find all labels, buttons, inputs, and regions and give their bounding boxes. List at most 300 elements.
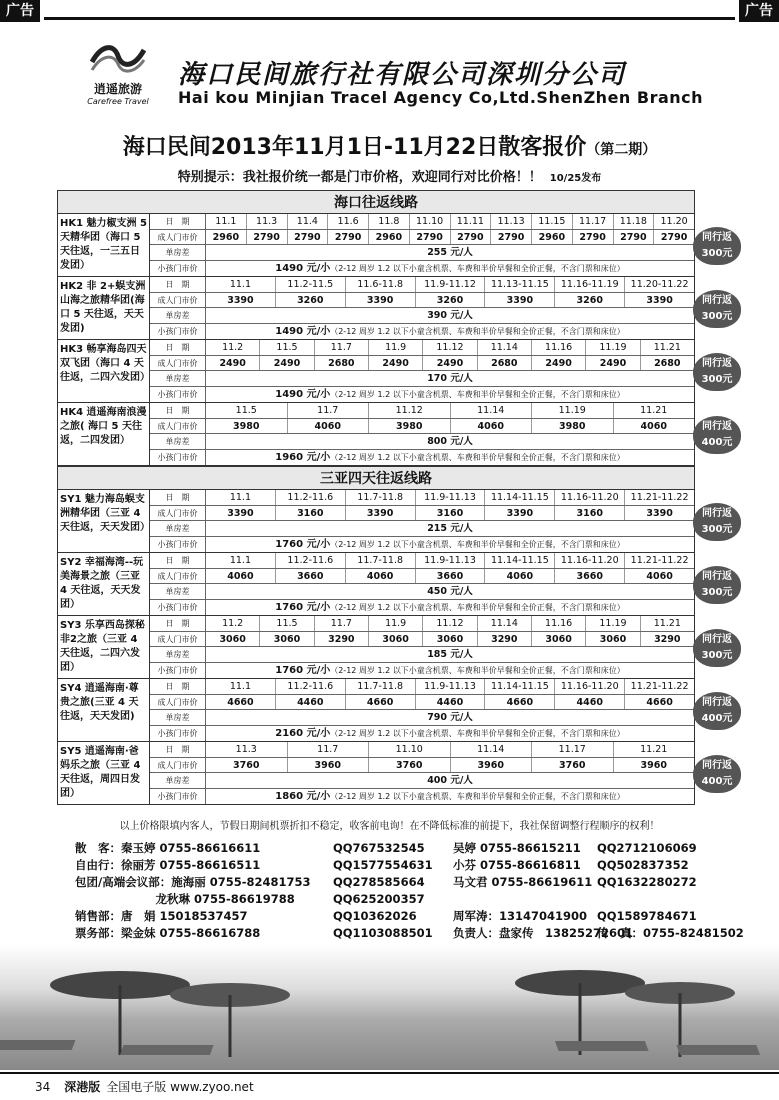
adult-price-row (150, 758, 694, 774)
single-room-row (150, 245, 694, 261)
contact-field: 吴婷 0755-86615211 (453, 841, 581, 855)
date-cell: 11.2 (206, 616, 260, 631)
child-price-row (150, 324, 694, 340)
price-cell: 4060 (288, 419, 370, 434)
route-name: HK3 畅享海岛四天双飞团（海口 4 天往返，二四六发团） (58, 340, 150, 402)
route-name: SY5 逍遥海南·爸妈乐之旅（三亚 4 天往返，周四日发团） (58, 742, 150, 804)
price-cell: 3390 (485, 293, 555, 308)
route-block (57, 340, 695, 403)
price-cell: 3290 (654, 633, 681, 645)
contact-row (75, 908, 735, 925)
date-cells (206, 490, 694, 505)
date-row (150, 403, 694, 419)
single-room-value: 790 元/人 (427, 712, 473, 723)
contact-field: 自由行：徐丽芳 0755-86616511 (75, 858, 261, 872)
page-title (0, 130, 779, 161)
date-cell: 11.9 (369, 340, 423, 355)
child-note: （2-12 周岁 1.2 以下小童含机票、车费和半价早餐和全价正餐，不含门票和床位） (330, 389, 625, 399)
price-cell: 3060 (423, 632, 477, 647)
price-cell: 3390 (346, 293, 416, 308)
page-footer (0, 1072, 779, 1100)
child-price-row (150, 387, 694, 403)
section-title: 海口往返线路 (57, 190, 695, 214)
date-cell: 11.16-11.20 (555, 553, 625, 568)
price-cell: 3760 (532, 758, 614, 773)
date-cell: 11.17 (573, 214, 614, 229)
price-cell: 3760 (369, 758, 451, 773)
date-cells (206, 616, 694, 631)
price-cell: 2790 (451, 230, 492, 245)
date-cell: 11.19 (532, 403, 614, 418)
date-cells (206, 277, 694, 292)
row-label: 单房差 (150, 584, 206, 599)
price-cell: 3390 (485, 506, 555, 521)
date-cell: 11.1 (206, 679, 276, 694)
price-cell: 2490 (260, 356, 314, 371)
date-cell: 11.16-11.20 (555, 490, 625, 505)
row-label: 单房差 (150, 521, 206, 536)
route-block (57, 553, 695, 616)
date-cell: 11.6-11.8 (346, 277, 416, 292)
contact-row (75, 925, 744, 942)
date-cell: 11.9 (369, 616, 423, 631)
contact-row (75, 891, 735, 908)
date-row (150, 340, 694, 356)
price-cell: 2790 (247, 230, 288, 245)
child-price-row (150, 450, 694, 466)
row-label: 小孩门市价 (150, 663, 206, 679)
date-cell: 11.2-11.6 (276, 679, 346, 694)
price-cells (206, 293, 694, 308)
route-grid (150, 214, 694, 276)
date-cells (206, 340, 694, 355)
child-price-value: 2160 元/小 (275, 727, 331, 739)
date-cells (206, 214, 694, 229)
price-cell: 3060 (586, 632, 640, 647)
rebate-badge (693, 692, 741, 730)
contact-field: QQ10362026 (333, 909, 417, 923)
row-label: 成人门市价 (150, 758, 206, 773)
date-cell: 11.12 (423, 616, 477, 631)
route-grid (150, 742, 694, 804)
price-cell: 3660 (555, 569, 625, 584)
route-block (57, 679, 695, 742)
contact-field: 包团/高端会议部：施海丽 0755-82481753 (75, 875, 311, 889)
price-cell: 3160 (416, 506, 486, 521)
rebate-badge (693, 755, 741, 793)
contact-field: 散 客：秦玉婷 0755-86616611 (75, 841, 261, 855)
date-cells (206, 553, 694, 568)
date-cell: 11.16 (532, 340, 586, 355)
date-cell: 11.14 (451, 403, 533, 418)
rebate-amount: 300元 (701, 247, 733, 259)
single-room-value: 390 元/人 (427, 310, 473, 321)
single-room-value: 215 元/人 (427, 523, 473, 534)
date-cell: 11.7 (288, 403, 370, 418)
contact-field: 龙秋琳 0755-86619788 (75, 892, 295, 906)
date-cell: 11.1 (206, 214, 247, 229)
price-cell: 3060 (260, 632, 314, 647)
price-cell: 2790 (491, 230, 532, 245)
row-label: 单房差 (150, 710, 206, 725)
date-cells (206, 679, 694, 694)
rebate-amount: 400元 (701, 712, 733, 724)
route-grid (150, 277, 694, 339)
price-cells (206, 356, 694, 371)
route-grid (150, 553, 694, 615)
date-cell: 11.8 (369, 214, 410, 229)
row-label: 单房差 (150, 773, 206, 788)
date-cell: 11.21 (653, 342, 681, 353)
contact-field: 票务部：梁金妹 0755-86616788 (75, 926, 261, 940)
child-price (206, 324, 694, 340)
single-room-value: 400 元/人 (427, 775, 473, 786)
child-price (206, 726, 694, 742)
logo-en: Carefree Travel (87, 97, 149, 106)
child-price-row (150, 600, 694, 616)
date-cell: 11.2 (206, 340, 260, 355)
row-label: 小孩门市价 (150, 600, 206, 616)
adult-price-row (150, 632, 694, 648)
date-cell: 11.7 (315, 616, 369, 631)
company-name-cn: 海口民间旅行社有限公司深圳分公司 (178, 60, 627, 90)
contact-field: QQ1589784671 (597, 909, 697, 923)
date-cell: 11.9-11.12 (416, 277, 486, 292)
price-cell: 2490 (532, 356, 586, 371)
row-label: 小孩门市价 (150, 789, 206, 805)
child-price-row (150, 663, 694, 679)
contact-field: 负责人：盘家传 13825272601 (453, 926, 634, 940)
row-label: 单房差 (150, 434, 206, 449)
date-cell: 11.2-11.6 (276, 553, 346, 568)
price-cells (206, 506, 694, 521)
date-cell: 11.16-11.19 (555, 277, 625, 292)
date-cell: 11.14 (451, 742, 533, 757)
price-cell: 3390 (206, 506, 276, 521)
date-cell: 11.5 (260, 340, 314, 355)
single-room-row (150, 647, 694, 663)
route-grid (150, 616, 694, 678)
child-note: （2-12 周岁 1.2 以下小童含机票、车费和半价早餐和全价正餐，不含门票和床位） (330, 539, 625, 549)
price-cell: 3060 (206, 632, 260, 647)
price-cell: 4660 (485, 695, 555, 710)
row-label: 小孩门市价 (150, 537, 206, 553)
price-cell: 3660 (416, 569, 486, 584)
site-label: 全国电子版 www.zyoo.net (106, 1080, 254, 1094)
row-label: 日 期 (150, 277, 206, 292)
price-cell: 2680 (478, 356, 532, 371)
date-cell: 11.12 (423, 340, 477, 355)
rebate-amount: 300元 (701, 373, 733, 385)
section-title: 三亚四天往返线路 (57, 466, 695, 490)
route-name: HK2 非 2+蜈支洲山海之旅精华团(海口 5 天往返，天天发团) (58, 277, 150, 339)
date-cell: 11.1 (206, 553, 276, 568)
child-price-value: 1760 元/小 (275, 601, 331, 613)
rebate-label: 同行返 (702, 294, 732, 306)
date-cell: 11.2-11.6 (276, 490, 346, 505)
rebate-badge (693, 353, 741, 391)
date-cell: 11.16 (532, 616, 586, 631)
price-cell: 3390 (346, 506, 416, 521)
price-cells (206, 569, 694, 584)
price-cells (206, 419, 694, 434)
price-cell: 3290 (478, 632, 532, 647)
price-cells (206, 230, 694, 245)
price-cell: 2490 (423, 356, 477, 371)
price-cell: 2960 (369, 230, 410, 245)
contact-field: QQ1103088501 (333, 926, 433, 940)
rebate-badge (693, 290, 741, 328)
price-cell: 4060 (451, 419, 533, 434)
rebate-badge (693, 227, 741, 265)
date-cell: 11.20 (660, 216, 688, 227)
price-cell: 2490 (206, 356, 260, 371)
date-cell: 11.9-11.13 (416, 490, 486, 505)
child-note: （2-12 周岁 1.2 以下小童含机票、车费和半价早餐和全价正餐，不含门票和床位） (330, 452, 625, 462)
route-block (57, 277, 695, 340)
child-price (206, 261, 694, 277)
price-cell: 2490 (369, 356, 423, 371)
date-cell: 11.3 (247, 214, 288, 229)
child-price-value: 1760 元/小 (275, 664, 331, 676)
date-cell: 11.5 (260, 616, 314, 631)
price-cell: 2790 (614, 230, 655, 245)
route-block (57, 616, 695, 679)
route-block (57, 742, 695, 805)
special-notice (0, 166, 779, 185)
date-cell: 11.21-11.22 (630, 555, 689, 566)
date-row (150, 490, 694, 506)
price-cell: 4460 (416, 695, 486, 710)
date-cell: 11.17 (532, 742, 614, 757)
rebate-label: 同行返 (702, 759, 732, 771)
price-cell: 2790 (660, 231, 688, 243)
title-sub: （第二期） (586, 142, 657, 158)
date-row (150, 553, 694, 569)
route-name: SY1 魅力海岛蜈支洲精华团（三亚 4 天往返，天天发团） (58, 490, 150, 552)
price-cell: 2960 (206, 230, 247, 245)
adult-price-row (150, 569, 694, 585)
date-row (150, 214, 694, 230)
row-label: 日 期 (150, 214, 206, 229)
date-row (150, 616, 694, 632)
price-cell: 3760 (206, 758, 288, 773)
row-label: 成人门市价 (150, 356, 206, 371)
child-price-value: 1490 元/小 (275, 262, 331, 274)
date-cells (206, 742, 694, 757)
row-label: 单房差 (150, 371, 206, 386)
child-price-row (150, 261, 694, 277)
row-label: 日 期 (150, 403, 206, 418)
price-cell: 2790 (328, 230, 369, 245)
price-cells (206, 695, 694, 710)
price-cell: 4660 (346, 695, 416, 710)
date-cell: 11.14-11.15 (485, 553, 555, 568)
price-cell: 3660 (276, 569, 346, 584)
rebate-label: 同行返 (702, 633, 732, 645)
date-cell: 11.13 (491, 214, 532, 229)
child-note: （2-12 周岁 1.2 以下小童含机票、车费和半价早餐和全价正餐，不含门票和床位） (330, 665, 625, 675)
price-cell: 4060 (646, 570, 673, 582)
edition-label: 深港版 (64, 1080, 101, 1094)
child-price (206, 789, 694, 805)
route-name: HK1 魅力椒支洲 5 天精华团（海口 5 天往返，一三五日发团） (58, 214, 150, 276)
row-label: 成人门市价 (150, 632, 206, 647)
row-label: 成人门市价 (150, 695, 206, 710)
row-label: 日 期 (150, 340, 206, 355)
child-price-value: 1490 元/小 (275, 388, 331, 400)
date-cell: 11.18 (614, 214, 655, 229)
date-cell: 11.9-11.13 (416, 553, 486, 568)
date-cell: 11.21 (653, 618, 681, 629)
contact-field: 小芬 0755-86616811 (453, 858, 581, 872)
row-label: 日 期 (150, 553, 206, 568)
wave-logo-icon (88, 38, 148, 76)
date-cell: 11.21 (640, 744, 668, 755)
single-room-row (150, 521, 694, 537)
rebate-label: 同行返 (702, 507, 732, 519)
date-cell: 11.19 (586, 616, 640, 631)
adult-price-row (150, 506, 694, 522)
price-cell: 4060 (206, 569, 276, 584)
adult-price-row (150, 695, 694, 711)
date-cell: 11.15 (532, 214, 573, 229)
company-name-en: Hai kou Minjian Tracel Agency Co,Ltd.ShenZhen Branch (178, 88, 704, 107)
date-cell: 11.5 (206, 403, 288, 418)
contact-field: QQ502837352 (597, 858, 689, 872)
date-cell: 11.1 (206, 277, 276, 292)
rebate-badge (693, 416, 741, 454)
price-table (57, 190, 695, 805)
date-cell: 11.12 (369, 403, 451, 418)
price-cells (206, 758, 694, 773)
route-name: SY4 逍遥海南·尊贵之旅(三亚 4 天往返，天天发团) (58, 679, 150, 741)
row-label: 小孩门市价 (150, 726, 206, 742)
row-label: 成人门市价 (150, 419, 206, 434)
price-cell: 4060 (346, 569, 416, 584)
contact-row (75, 874, 735, 891)
price-cell: 3260 (555, 293, 625, 308)
date-cell: 11.7-11.8 (346, 490, 416, 505)
price-cell: 3260 (416, 293, 486, 308)
price-cell: 4660 (646, 696, 673, 708)
price-cell: 3980 (532, 419, 614, 434)
rebate-label: 同行返 (702, 420, 732, 432)
single-room-row (150, 371, 694, 387)
adult-price-row (150, 356, 694, 372)
date-row (150, 277, 694, 293)
date-cell: 11.14-11.15 (485, 490, 555, 505)
contact-field: QQ2712106069 (597, 841, 697, 855)
price-cell: 2960 (532, 230, 573, 245)
date-cell: 11.14-11.15 (485, 679, 555, 694)
route-grid (150, 403, 694, 465)
date-cell: 11.2-11.5 (276, 277, 346, 292)
date-cell: 11.7 (288, 742, 370, 757)
contact-field: QQ1577554631 (333, 858, 433, 872)
date-cells (206, 403, 694, 418)
price-cell: 3960 (451, 758, 533, 773)
rebate-label: 同行返 (702, 231, 732, 243)
route-block (57, 490, 695, 553)
row-label: 单房差 (150, 245, 206, 260)
single-room-value: 185 元/人 (427, 649, 473, 660)
price-cell: 3160 (555, 506, 625, 521)
contact-field: 销售部：唐 娟 15018537457 (75, 909, 248, 923)
price-cell: 2680 (315, 356, 369, 371)
price-cell: 4060 (485, 569, 555, 584)
price-cell: 3960 (640, 759, 667, 771)
row-label: 日 期 (150, 616, 206, 631)
row-label: 小孩门市价 (150, 324, 206, 340)
ad-label-left: 广告 (0, 0, 40, 22)
child-price-value: 1960 元/小 (275, 451, 331, 463)
child-price-value: 1490 元/小 (275, 325, 331, 337)
price-cell: 3960 (288, 758, 370, 773)
rebate-amount: 300元 (701, 586, 733, 598)
single-room-value: 255 元/人 (427, 247, 473, 258)
contact-row (75, 840, 735, 857)
price-cell: 2790 (410, 230, 451, 245)
rebate-badge (693, 503, 741, 541)
single-room-row (150, 434, 694, 450)
price-cell: 4460 (276, 695, 346, 710)
rebate-amount: 300元 (701, 649, 733, 661)
beach-umbrella-icon (0, 945, 779, 1070)
date-cell: 11.9-11.13 (416, 679, 486, 694)
contact-row (75, 857, 735, 874)
row-label: 日 期 (150, 679, 206, 694)
route-grid (150, 340, 694, 402)
beach-scene-image (0, 945, 779, 1070)
price-cell: 3260 (276, 293, 346, 308)
title-main: 海口民间2013年11月1日-11月22日散客报价 (122, 135, 587, 160)
price-cell: 4060 (640, 420, 667, 432)
page-number: 34 (35, 1080, 51, 1094)
child-price (206, 387, 694, 403)
price-cell: 2790 (288, 230, 329, 245)
price-cell: 3060 (532, 632, 586, 647)
rebate-label: 同行返 (702, 570, 732, 582)
contact-field: QQ767532545 (333, 841, 425, 855)
row-label: 日 期 (150, 490, 206, 505)
row-label: 成人门市价 (150, 293, 206, 308)
price-cell: 3390 (206, 293, 276, 308)
child-note: （2-12 周岁 1.2 以下小童含机票、车费和半价早餐和全价正餐，不含门票和床位） (330, 326, 625, 336)
child-note: （2-12 周岁 1.2 以下小童含机票、车费和半价早餐和全价正餐，不含门票和床位） (330, 602, 625, 612)
child-price-row (150, 537, 694, 553)
date-cell: 11.7 (315, 340, 369, 355)
price-cell: 3160 (276, 506, 346, 521)
adult-price-row (150, 419, 694, 435)
ad-label-right: 广告 (739, 0, 779, 22)
price-cell: 3980 (206, 419, 288, 434)
date-row (150, 742, 694, 758)
price-cell: 3390 (646, 507, 673, 519)
single-room-value: 450 元/人 (427, 586, 473, 597)
date-cell: 11.14 (478, 616, 532, 631)
date-cell: 11.16-11.20 (555, 679, 625, 694)
child-price (206, 663, 694, 679)
price-cells (206, 632, 694, 647)
rebate-label: 同行返 (702, 696, 732, 708)
date-cell: 11.21 (640, 405, 668, 416)
date-cell: 11.10 (410, 214, 451, 229)
single-room-row (150, 308, 694, 324)
child-price-value: 1860 元/小 (275, 790, 331, 802)
rebate-amount: 300元 (701, 310, 733, 322)
route-name: SY2 幸福海湾--玩美海景之旅（三亚 4 天往返，天天发团） (58, 553, 150, 615)
